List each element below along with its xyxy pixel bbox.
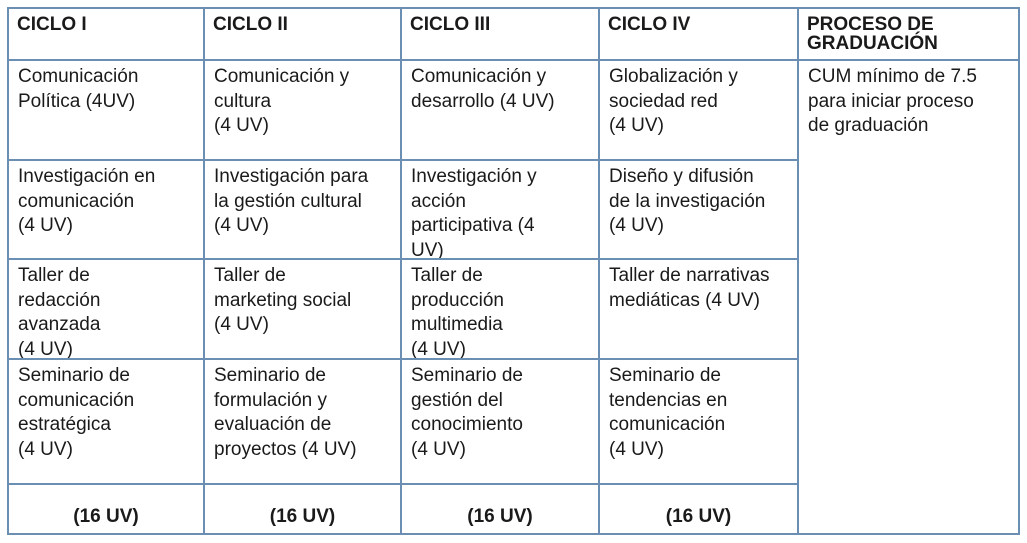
course-cell-ciclo-4-row-1-text: Globalización y sociedad red (4 UV) [609, 66, 738, 136]
graduation-note [797, 59, 1020, 535]
course-cell-ciclo-4-row-3 [598, 258, 799, 360]
course-cell-ciclo-1-row-1 [7, 59, 205, 161]
course-cell-ciclo-1-row-1-text: Comunicación Política (4UV) [18, 66, 139, 112]
course-cell-ciclo-1-row-3-text: Taller de redacción avanzada (4 UV) [18, 265, 101, 360]
total-ciclo-3-text: (16 UV) [467, 505, 533, 527]
total-ciclo-1-text: (16 UV) [73, 505, 139, 527]
course-cell-ciclo-3-row-1 [400, 59, 600, 161]
course-cell-ciclo-2-row-2-text: Investigación para la gestión cultural (4 UV) [214, 166, 369, 236]
header-graduacion [797, 7, 1020, 61]
total-ciclo-4 [598, 483, 799, 535]
course-cell-ciclo-2-row-1 [203, 59, 402, 161]
total-ciclo-2 [203, 483, 402, 535]
header-ciclo-1 [7, 7, 205, 61]
course-cell-ciclo-4-row-2 [598, 159, 799, 260]
header-ciclo-4 [598, 7, 799, 61]
total-ciclo-1 [7, 483, 205, 535]
course-cell-ciclo-3-row-4 [400, 358, 600, 485]
header-ciclo-2-text: CICLO II [213, 14, 288, 35]
course-cell-ciclo-2-row-3-text: Taller de marketing social (4 UV) [214, 265, 352, 335]
course-cell-ciclo-3-row-4-text: Seminario de gestión del conocimiento (4 UV) [411, 365, 523, 460]
course-cell-ciclo-1-row-4-text: Seminario de comunicación estratégica (4 UV) [18, 365, 135, 460]
course-cell-ciclo-2-row-3 [203, 258, 402, 360]
course-cell-ciclo-2-row-4 [203, 358, 402, 485]
header-ciclo-1-text: CICLO I [17, 14, 87, 35]
total-ciclo-4-text: (16 UV) [665, 505, 732, 527]
course-cell-ciclo-4-row-2-text: Diseño y difusión de la investigación (4 UV) [609, 166, 766, 236]
course-cell-ciclo-3-row-1-text: Comunicación y desarrollo (4 UV) [411, 66, 555, 112]
course-cell-ciclo-3-row-3 [400, 258, 600, 360]
course-cell-ciclo-3-row-3-text: Taller de producción multimedia (4 UV) [411, 265, 504, 360]
course-cell-ciclo-2-row-2 [203, 159, 402, 260]
course-cell-ciclo-2-row-1-text: Comunicación y cultura (4 UV) [214, 66, 350, 136]
course-cell-ciclo-4-row-1 [598, 59, 799, 161]
course-cell-ciclo-4-row-4 [598, 358, 799, 485]
total-ciclo-2-text: (16 UV) [269, 505, 336, 527]
course-cell-ciclo-3-row-2 [400, 159, 600, 260]
total-ciclo-3 [400, 483, 600, 535]
header-ciclo-3 [400, 7, 600, 61]
course-cell-ciclo-1-row-2 [7, 159, 205, 260]
header-ciclo-4-text: CICLO IV [608, 14, 691, 35]
graduation-note-text: CUM mínimo de 7.5 para iniciar proceso de graduación [808, 66, 977, 136]
header-graduacion-text: PROCESO DE GRADUACIÓN [807, 14, 938, 54]
header-ciclo-3-text: CICLO III [410, 14, 491, 35]
course-cell-ciclo-3-row-2-text: Investigación y acción participativa (4 UV) [411, 166, 537, 261]
course-cell-ciclo-1-row-2-text: Investigación en comunicación (4 UV) [18, 166, 156, 236]
course-cell-ciclo-4-row-3-text: Taller de narrativas mediáticas (4 UV) [609, 265, 770, 311]
course-cell-ciclo-2-row-4-text: Seminario de formulación y evaluación de proyectos (4 UV) [214, 365, 357, 460]
header-ciclo-2 [203, 7, 402, 61]
course-cell-ciclo-1-row-4 [7, 358, 205, 485]
course-cell-ciclo-1-row-3 [7, 258, 205, 360]
course-cell-ciclo-4-row-4-text: Seminario de tendencias en comunicación (4 UV) [609, 365, 728, 460]
